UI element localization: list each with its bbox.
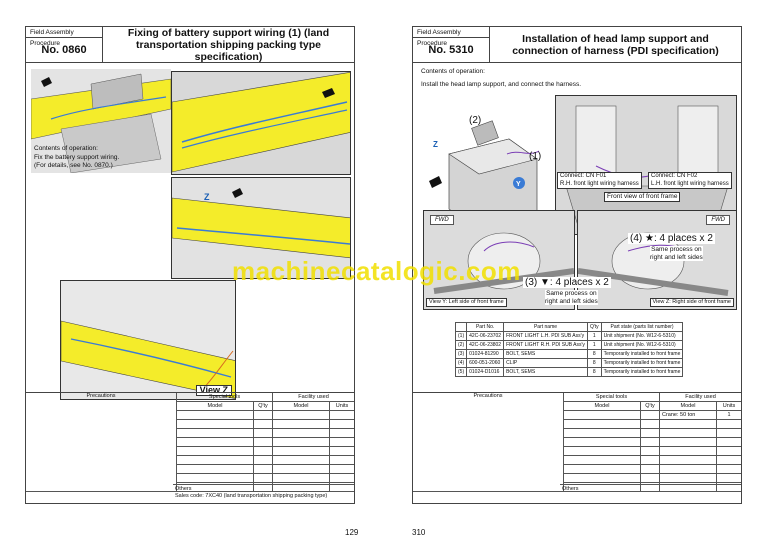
parts-cell: Unit shipment (No. W12-6-5310)	[601, 332, 683, 341]
facility-used-label: Facility used	[273, 393, 355, 402]
precautions-label: Precautions	[413, 393, 564, 492]
parts-cell: 42C-06-23702	[467, 332, 504, 341]
tri-note-sub-1: Same process on	[546, 290, 597, 297]
tri-note-sub-2: right and left sides	[545, 297, 598, 305]
parts-cell: Temporarily installed to front frame	[601, 359, 683, 368]
star-note: (4) ★: 4 places x 2	[630, 233, 713, 244]
parts-cell: Temporarily installed to front frame	[601, 350, 683, 359]
wiring-detail-drawing	[172, 72, 351, 175]
illustration-view-z	[60, 280, 236, 400]
bottom-section	[26, 392, 354, 503]
tri-note-sub	[545, 290, 598, 305]
view-y-label: View Y: Left side of front frame	[426, 298, 507, 308]
page-number-left: 129	[345, 528, 359, 537]
parts-cell: BOLT, SEMS	[504, 368, 588, 377]
front-view-label: Front view of front frame	[604, 192, 680, 202]
others-label: Others	[562, 486, 579, 492]
parts-table-header	[456, 323, 683, 332]
parts-cell: 01024-D1016	[467, 368, 504, 377]
parts-cell: (3)	[456, 350, 467, 359]
parts-header-cell	[456, 323, 467, 332]
tools-table	[26, 393, 354, 492]
parts-header-cell: Q'ty	[587, 323, 601, 332]
watermark: machinecatalogic.com	[232, 256, 521, 286]
connect-f02-callout	[648, 172, 732, 189]
col-model-2: Model	[273, 402, 330, 411]
col-qty: Q'ty	[641, 402, 660, 411]
contents-heading: Contents of operation:	[421, 68, 485, 75]
facility-row-units: 1	[717, 411, 742, 420]
parts-cell: CLIP	[504, 359, 588, 368]
parts-cell: 01024-81290	[467, 350, 504, 359]
special-tools-label: Special tools	[177, 393, 273, 402]
header-label: Field Assembly Procedure	[26, 27, 103, 38]
parts-cell: 42C-06-23802	[467, 341, 504, 350]
others-section	[173, 484, 354, 501]
parts-header-cell: Part No.	[467, 323, 504, 332]
tools-table	[413, 393, 741, 492]
procedure-number: No. 5310	[413, 38, 490, 62]
bottom-section	[413, 392, 741, 503]
illustration-detail-1	[171, 71, 351, 175]
facility-row-model: Crane: 50 ton	[660, 411, 717, 420]
parts-cell: BOLT, SEMS	[504, 350, 588, 359]
view-z-label: View Z	[196, 385, 232, 397]
illustration-view-z	[577, 210, 737, 310]
parts-header-cell: Part name	[504, 323, 588, 332]
star-note-sub-1: Same process on	[651, 246, 702, 253]
contents-line-1: Install the head lamp support, and connect the harness.	[421, 81, 582, 88]
table-row	[456, 359, 683, 368]
col-model: Model	[177, 402, 254, 411]
parts-cell: FRONT LIGHT L.H. PDI SUB Ass'y	[504, 332, 588, 341]
connect-f01-line-1: Connect: CN F01	[560, 173, 607, 179]
star-note-sub	[650, 246, 703, 261]
table-row	[456, 368, 683, 377]
page-number-right: 310	[412, 528, 426, 537]
view-z-label: View Z: Right side of front frame	[650, 298, 734, 308]
parts-table-body	[456, 332, 683, 377]
star-note-sub-2: right and left sides	[650, 253, 703, 261]
connect-f01-callout	[557, 172, 642, 189]
precautions-label: Precautions	[26, 393, 177, 492]
procedure-number: No. 0860	[26, 38, 103, 62]
col-units: Units	[330, 402, 355, 411]
parts-cell: 8	[587, 368, 601, 377]
others-section	[560, 484, 741, 501]
parts-cell: 1	[587, 332, 601, 341]
parts-cell: 8	[587, 359, 601, 368]
contents-heading: Contents of operation:	[34, 145, 98, 152]
table-row	[456, 332, 683, 341]
fwd-arrow-right: FWD	[706, 215, 730, 225]
callout-2: (2)	[469, 115, 482, 126]
sales-code: Sales code: 7XC40 (land transportation shipping packing type)	[175, 493, 328, 499]
procedure-title: Installation of head lamp support and connection of harness (PDI specification)	[512, 32, 719, 57]
header-divider	[26, 62, 354, 63]
others-label: Others	[175, 486, 192, 492]
parts-header-cell: Part state (parts list number)	[601, 323, 683, 332]
parts-cell: Temporarily installed to front frame	[601, 368, 683, 377]
special-tools-label: Special tools	[564, 393, 660, 402]
parts-cell: (4)	[456, 359, 467, 368]
contents-line-2: (For details, see No. 0870.)	[34, 162, 113, 169]
col-model-2: Model	[660, 402, 717, 411]
parts-cell: (1)	[456, 332, 467, 341]
col-units: Units	[717, 402, 742, 411]
z-marker: Z	[433, 140, 438, 149]
tri-note: (3) ▼: 4 places x 2	[525, 277, 609, 288]
col-qty: Q'ty	[254, 402, 273, 411]
callout-1: (1)	[529, 151, 542, 162]
contents-line-1: Fix the battery support wiring.	[34, 154, 120, 161]
y-marker: Y	[516, 181, 521, 188]
parts-table	[455, 322, 683, 377]
col-model: Model	[564, 402, 641, 411]
table-row	[456, 341, 683, 350]
parts-cell: Unit shipment (No. W12-6-5310)	[601, 341, 683, 350]
view-z-drawing	[61, 281, 236, 400]
connect-f02-line-2: L.H. front light wiring harness	[651, 180, 729, 187]
header-divider	[413, 62, 741, 63]
parts-cell: 8	[587, 350, 601, 359]
parts-cell: FRONT LIGHT R.H. PDI SUB Ass'y	[504, 341, 588, 350]
parts-cell: 600-051-2060	[467, 359, 504, 368]
procedure-title: Fixing of battery support wiring (1) (land transportation shipping packing type specification)	[127, 26, 330, 63]
table-row	[456, 350, 683, 359]
z-marker: Z	[204, 192, 210, 202]
header-label: Field Assembly Procedure	[413, 27, 490, 38]
connect-f01-line-2: R.H. front light wiring harness	[560, 180, 639, 187]
connect-f02-line-1: Connect: CN F02	[651, 173, 698, 179]
facility-used-label: Facility used	[660, 393, 742, 402]
parts-cell: (2)	[456, 341, 467, 350]
fwd-arrow-left: FWD	[430, 215, 454, 225]
parts-cell: 1	[587, 341, 601, 350]
parts-cell: (5)	[456, 368, 467, 377]
